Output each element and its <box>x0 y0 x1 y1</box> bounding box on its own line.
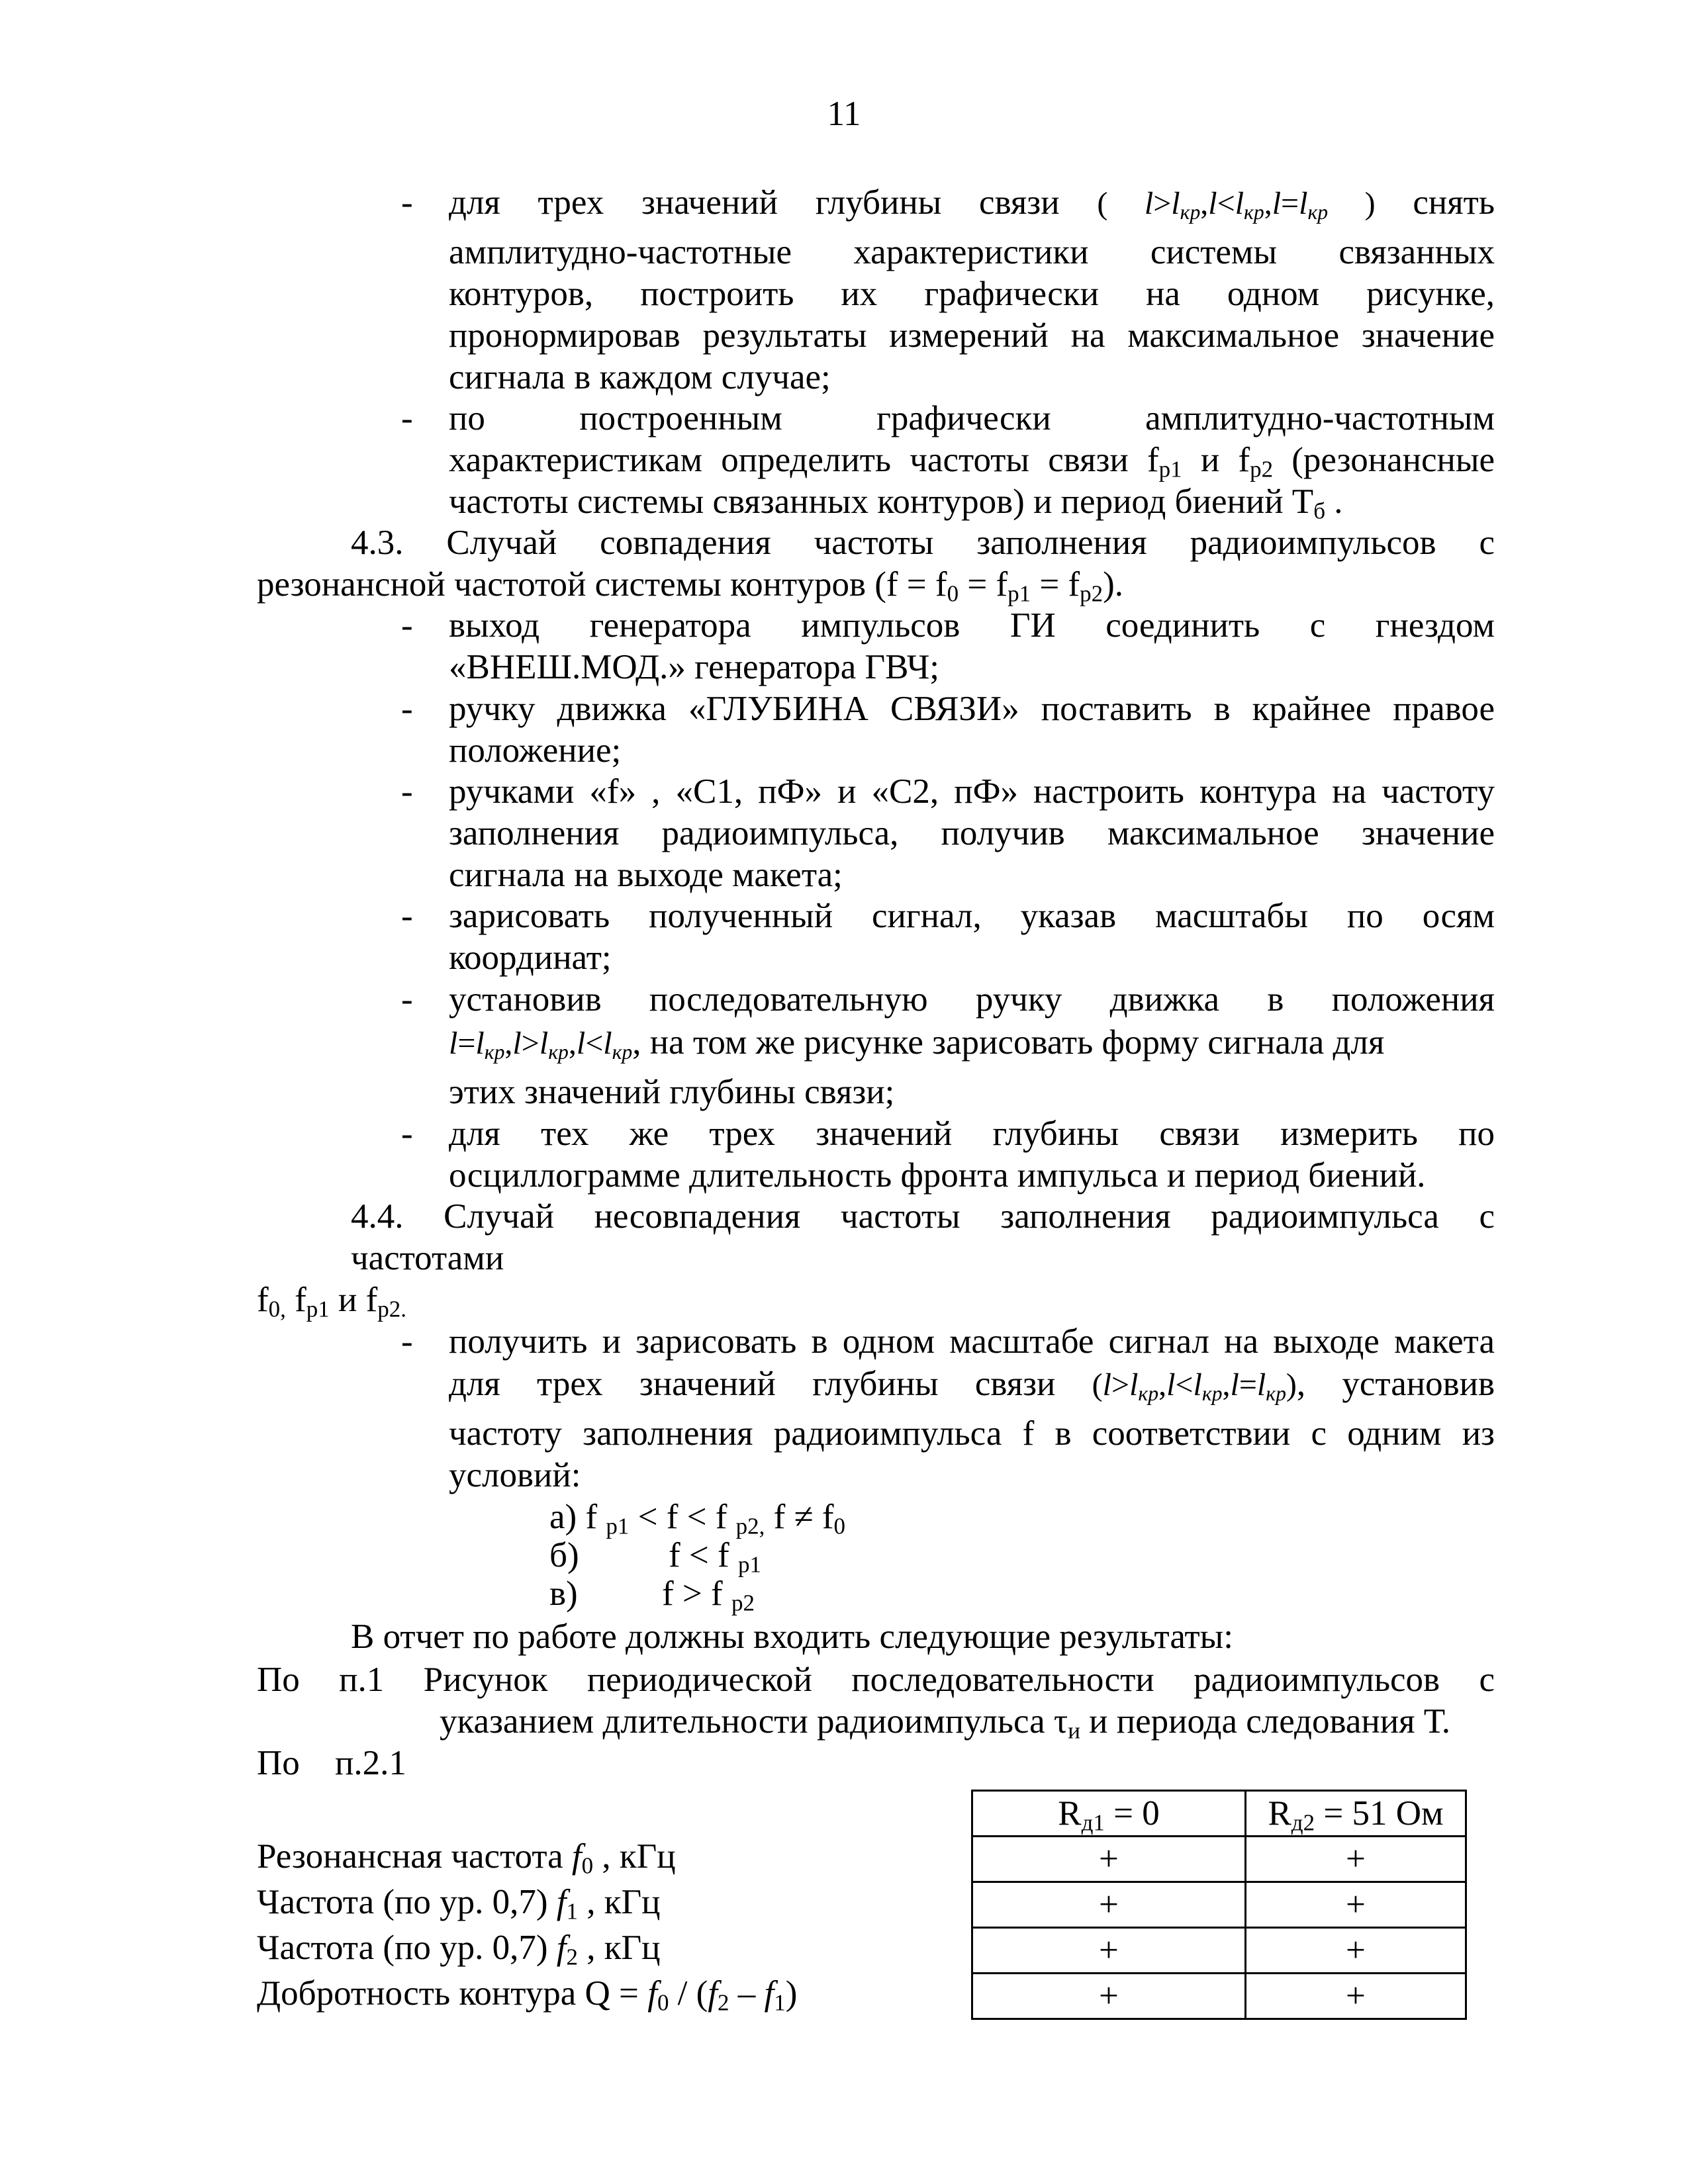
header-rd1 <box>972 1791 1246 1837</box>
report-heading: В отчет по работе должны входить следующие результаты: <box>351 1617 1233 1656</box>
section-4-3-line-2 <box>257 565 1124 607</box>
var: f <box>708 1974 718 2013</box>
table-cell: + <box>972 1882 1246 1928</box>
bullet-dash: - <box>401 690 413 728</box>
var: f <box>571 1837 582 1876</box>
condition-v <box>662 1574 755 1614</box>
var: l <box>1166 1367 1176 1402</box>
text: снять <box>1413 183 1495 222</box>
text: R <box>1058 1794 1082 1833</box>
report-item-1-line-1: По п.1 Рисунок периодической последовательности радиоимпульсов с <box>257 1661 1495 1699</box>
table-row <box>972 1882 1466 1928</box>
coupling-formula <box>1097 186 1376 224</box>
var: f <box>556 1883 567 1921</box>
bullet-1-line-2: амплитудно-частотные характеристики системы связанных <box>449 233 1495 271</box>
text: = 0 <box>1104 1794 1160 1833</box>
sub: кр <box>548 1040 569 1064</box>
bullet-dash: - <box>401 897 413 935</box>
sub: 2 <box>566 1944 578 1970</box>
op: > <box>1153 186 1172 221</box>
bullet-dash: - <box>401 183 413 222</box>
condition-b <box>669 1535 761 1578</box>
sub: кр <box>1180 200 1201 224</box>
var: l <box>1102 1367 1111 1402</box>
table-header-row <box>972 1791 1466 1837</box>
sub: кр <box>484 1040 505 1064</box>
bullet-1-line-1 <box>449 183 1495 222</box>
var: f <box>764 1974 774 2013</box>
text: , кГц <box>593 1837 676 1876</box>
bullet-dash: - <box>401 1115 413 1153</box>
sub: б <box>1313 498 1325 524</box>
bullet-7-line-2 <box>449 1023 1495 1062</box>
sub: и <box>1068 1717 1080 1744</box>
sub: р1 <box>1158 456 1182 482</box>
paren: ) <box>1364 186 1376 221</box>
bullet-4-line-2: положение; <box>449 731 622 770</box>
text: Частота (по ур. 0,7) <box>257 1929 557 1967</box>
sub: 1 <box>566 1898 578 1925</box>
table-row <box>972 1974 1466 2019</box>
sep: , <box>1222 1367 1231 1402</box>
row-label-q-factor <box>257 1974 798 2016</box>
text: = 51 Ом <box>1315 1794 1444 1833</box>
results-table <box>971 1790 1467 2020</box>
bullet-dash: - <box>401 772 413 811</box>
report-item-2: По п.2.1 <box>257 1744 406 1782</box>
bullet-7-line-1: установив последовательную ручку движка в положения <box>449 980 1495 1019</box>
table-cell: + <box>972 1974 1246 2019</box>
section-4-4-line-2: частотами <box>351 1239 504 1277</box>
coupling-formula <box>1092 1367 1297 1405</box>
bullet-3-line-1: выход генератора импульсов ГИ соединить с гнездом <box>449 606 1495 645</box>
text: ). <box>1103 565 1124 604</box>
bullet-2-line-2 <box>449 440 1495 480</box>
op: = <box>1239 1367 1257 1402</box>
bullet-9-line-2 <box>449 1364 1495 1404</box>
sub: р1 <box>306 1296 330 1322</box>
row-label-f1 <box>257 1882 661 1925</box>
op: = <box>1281 186 1299 221</box>
bullet-1-line-3: контуров, построить их графически на одном рисунке, <box>449 275 1495 313</box>
table-cell: + <box>1246 1837 1466 1882</box>
bullet-2-line-1: по построенным графически амплитудно-частотным <box>449 399 1495 437</box>
var: l <box>1129 1367 1139 1402</box>
sub: р2, <box>735 1513 765 1539</box>
sep: , <box>1200 186 1209 221</box>
text: частоты системы связанных контуров) и период биений Т <box>449 482 1314 521</box>
bullet-8-line-2: осциллограмме длительность фронта импульса и период биений. <box>449 1156 1426 1195</box>
var: l <box>512 1026 522 1061</box>
paren: ) <box>1286 1367 1297 1402</box>
var: l <box>1235 186 1244 221</box>
var: l <box>1299 186 1308 221</box>
sub: д1 <box>1081 1809 1105 1836</box>
sep: , <box>1158 1367 1167 1402</box>
sub: кр <box>1244 200 1264 224</box>
sep: , <box>568 1026 577 1061</box>
bullet-dash: - <box>401 606 413 645</box>
text: = f <box>1031 565 1080 604</box>
label: а) <box>549 1498 577 1536</box>
bullet-6-line-1: зарисовать полученный сигнал, указав масштабы по осям <box>449 897 1495 935</box>
sub: р2 <box>1080 580 1103 607</box>
sub: кр <box>1307 200 1329 224</box>
var: l <box>1144 186 1154 221</box>
table-cell: + <box>1246 1974 1466 2019</box>
bullet-3-line-2: «ВНЕШ.МОД.» генератора ГВЧ; <box>449 648 939 686</box>
sub: кр <box>612 1040 633 1064</box>
condition-v-label: в) <box>549 1574 578 1613</box>
sep: , <box>504 1026 513 1061</box>
table-cell: + <box>1246 1928 1466 1974</box>
sub: кр <box>1201 1381 1223 1405</box>
var: l <box>1230 1367 1239 1402</box>
section-4-3-line-1: 4.3. Случай совпадения частоты заполнения радиоимпульсов с <box>351 523 1495 562</box>
table-cell: + <box>972 1928 1246 1974</box>
sub: р1 <box>1008 580 1031 607</box>
var: f <box>556 1929 567 1967</box>
bullet-5-line-2: заполнения радиоимпульса, получив максимальное значение <box>449 814 1495 852</box>
page-number: 11 <box>827 95 861 133</box>
table-cell: + <box>972 1837 1246 1882</box>
bullet-1-line-5: сигнала в каждом случае; <box>449 358 831 396</box>
text: и периода следования Т. <box>1080 1702 1451 1741</box>
sub: р1 <box>737 1551 761 1578</box>
sub: 2 <box>718 1989 729 2016</box>
sub: д2 <box>1291 1809 1315 1836</box>
bullet-9-line-1: получить и зарисовать в одном масштабе сигнал на выходе макета <box>449 1322 1495 1361</box>
text: ) <box>785 1974 798 2013</box>
section-4-4-line-3 <box>257 1280 406 1320</box>
row-label-f2 <box>257 1928 661 1968</box>
sub: кр <box>1138 1381 1159 1405</box>
condition-a <box>549 1497 845 1537</box>
text: R <box>1268 1794 1291 1833</box>
sub: 1 <box>774 1989 786 2016</box>
sub: р2 <box>731 1590 755 1616</box>
bullet-4-line-1: ручку движка «ГЛУБИНА СВЯЗИ» поставить в крайнее правое <box>449 690 1495 728</box>
text: , установив <box>1296 1365 1495 1403</box>
table-row <box>972 1837 1466 1882</box>
text: / ( <box>669 1974 708 2013</box>
bullet-2-line-3 <box>449 482 1495 522</box>
bullet-dash: - <box>401 399 413 437</box>
text: f < f <box>669 1536 738 1574</box>
bullet-7-line-3: этих значений глубины связи; <box>449 1073 895 1111</box>
text: для трех значений глубины связи <box>449 183 1060 222</box>
op: > <box>521 1026 539 1061</box>
bullet-dash: - <box>401 1322 413 1361</box>
text: = f <box>959 565 1008 604</box>
text: и f <box>329 1281 378 1319</box>
text: Резонансная частота <box>257 1837 572 1876</box>
var: l <box>449 1026 458 1061</box>
text: для трех значений глубины связи <box>449 1365 1056 1403</box>
op: < <box>1217 186 1235 221</box>
text: указанием длительности радиоимпульса τ <box>440 1702 1068 1741</box>
sep: , <box>1264 186 1272 221</box>
text: и f <box>1182 441 1250 479</box>
op: < <box>585 1026 604 1061</box>
var: l <box>1171 186 1180 221</box>
sub: 0 <box>581 1852 594 1879</box>
var: l <box>1193 1367 1202 1402</box>
text: – <box>729 1974 765 2013</box>
text: резонансной частотой системы контуров (f = f <box>257 565 947 604</box>
bullet-5-line-1: ручками «f» , «С1, пФ» и «С2, пФ» настроить контура на частоту <box>449 772 1495 811</box>
var: l <box>539 1026 549 1061</box>
report-item-1-line-2 <box>440 1702 1451 1744</box>
text: f > f <box>662 1574 731 1613</box>
op: = <box>457 1026 476 1061</box>
coupling-formula <box>449 1026 633 1064</box>
bullet-8-line-1: для тех же трех значений глубины связи измерить по <box>449 1115 1495 1153</box>
condition-b-label: б) <box>549 1536 579 1574</box>
sub: р2. <box>377 1296 406 1322</box>
bullet-9-line-3: частоту заполнения радиоимпульса f в соответствии с одним из <box>449 1414 1495 1453</box>
bullet-6-line-2: координат; <box>449 938 612 977</box>
text: . <box>1325 482 1343 521</box>
text: Добротность контура Q = <box>257 1974 648 2013</box>
text: f <box>257 1281 269 1319</box>
text: , кГц <box>577 1929 661 1967</box>
row-label-resonance <box>257 1837 676 1879</box>
sub: 0 <box>947 580 959 607</box>
paren: ( <box>1092 1367 1103 1402</box>
text: f ≠ f <box>765 1498 834 1536</box>
var: l <box>603 1026 612 1061</box>
text: < f < f <box>629 1498 736 1536</box>
text: , кГц <box>577 1883 661 1921</box>
text: f <box>285 1281 306 1319</box>
var: l <box>1208 186 1217 221</box>
header-rd2 <box>1246 1791 1466 1837</box>
bullet-dash: - <box>401 980 413 1019</box>
var: f <box>647 1974 657 2013</box>
sub: р1 <box>606 1513 630 1539</box>
sub: р2 <box>1250 456 1274 482</box>
op: > <box>1111 1367 1130 1402</box>
bullet-1-line-4: пронормировав результаты измерений на максимальное значение <box>449 316 1495 355</box>
paren: ( <box>1097 186 1108 221</box>
op: < <box>1175 1367 1194 1402</box>
text: (резонансные <box>1273 441 1495 479</box>
table-row <box>972 1928 1466 1974</box>
text: характеристикам определить частоты связи f <box>449 441 1159 479</box>
var: l <box>1272 186 1282 221</box>
bullet-9-line-4: условий: <box>449 1456 581 1494</box>
sub: 0, <box>268 1296 286 1322</box>
section-4-4-line-1: 4.4. Случай несовпадения частоты заполнения радиоимпульса с <box>351 1197 1495 1236</box>
text: f <box>585 1498 606 1536</box>
bullet-5-line-3: сигнала на выходе макета; <box>449 856 843 894</box>
table-cell: + <box>1246 1882 1466 1928</box>
var: l <box>475 1026 485 1061</box>
sub: кр <box>1266 1381 1286 1405</box>
sub: 0 <box>657 1989 669 2016</box>
var: l <box>1256 1367 1266 1402</box>
var: l <box>576 1026 586 1061</box>
text: Частота (по ур. 0,7) <box>257 1883 557 1921</box>
text: , на том же рисунке зарисовать форму сигнала для <box>632 1023 1385 1062</box>
sub: 0 <box>833 1513 845 1539</box>
